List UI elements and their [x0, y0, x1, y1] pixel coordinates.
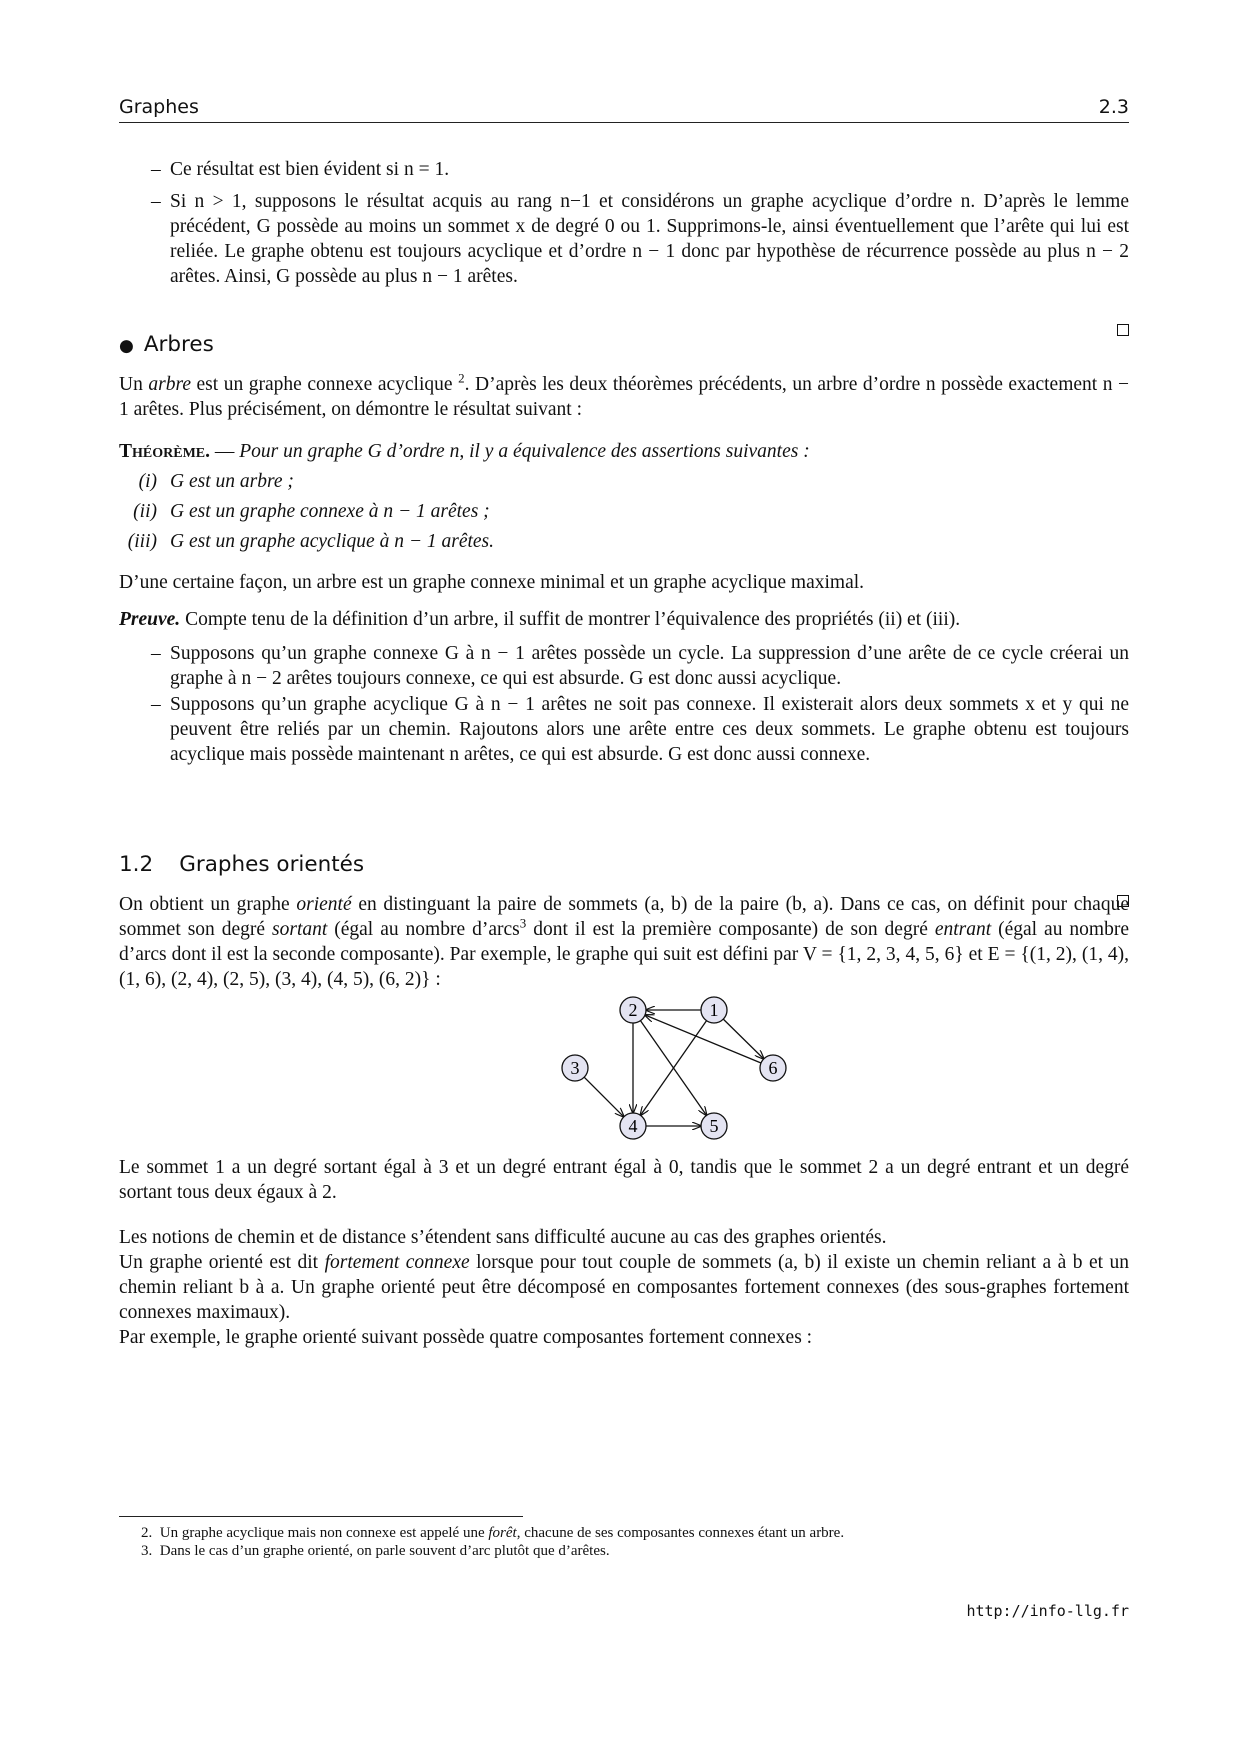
theorem-item: G est un graphe acyclique à n − 1 arêtes.	[170, 531, 495, 552]
section-paragraph-3: Les notions de chemin et de distance s’étendent sans difficulté aucune au cas des graphes orientés.	[119, 1227, 887, 1248]
section-paragraph-1: On obtient un graphe orienté en distinguant la paire de sommets (a, b) de la paire (b, a). Dans ce cas, on définit pour chaque sommet son degré sortant (égal au nombre d’arcs$^3$ dont il est la première composante) de son degré entrant (égal au nombre d’arcs dont il est la seconde composante). Par exemple, le graphe qui suit est défini par V = {1, 2, 3, 4, 5, 6} et E = {(1, 2), (1, 4), (1, 6), (2, 4), (2, 5), (3, 4), (4, 5), (6, 2)} :	[119, 894, 1129, 990]
list-dash: –	[151, 643, 161, 664]
graph-node-label: 1	[709, 1000, 719, 1020]
graph-node-4	[620, 1113, 646, 1139]
graph-node-6	[760, 1055, 786, 1081]
subsection-title: Arbres	[143, 332, 214, 357]
arbres-paragraph: Un arbre est un graphe connexe acyclique $^2$. D’après les deux théorèmes précédents, un arbre d’ordre n possède exactement n − 1 arêtes. Plus précisément, on démontre le résultat suivant :	[119, 370, 1129, 420]
item-number: (i)	[138, 471, 157, 492]
theorem-label: Théorème.	[119, 441, 210, 462]
preuve-label: Preuve.	[119, 609, 181, 630]
theorem-item: G est un arbre ;	[170, 471, 294, 492]
preuve-item-2: – Supposons qu’un graphe acyclique G à n − 1 arêtes ne soit pas connexe. Il existerait alors deux sommets x et y qui ne peuvent être reliés par un chemin. Rajoutons alors une arête entre ces deux sommets. Le graphe obtenu est toujours acyclique mais possède maintenant n arêtes, ce qui est absurde. G est donc aussi connexe.	[151, 694, 1129, 765]
proof-item-1: – Ce résultat est bien évident si n = 1.	[151, 159, 450, 180]
graph-node-label: 3	[570, 1058, 580, 1078]
graph-node-2	[620, 997, 646, 1023]
theorem-statement: Théorème. — Pour un graphe G d’ordre n, il y a équivalence des assertions suivantes :	[119, 441, 810, 462]
graph-node-label: 2	[628, 1000, 638, 1020]
header-section-number: 2.3	[1098, 96, 1129, 118]
remark-paragraph: D’une certaine façon, un arbre est un graphe connexe minimal et un graphe acyclique maximal.	[119, 572, 865, 593]
footnote-ref-3[interactable]: 3	[519, 915, 527, 931]
page	[119, 92, 1129, 1620]
section-title: Graphes orientés	[179, 852, 365, 877]
section-number: 1.2	[119, 852, 154, 877]
graph-node-3	[562, 1055, 588, 1081]
graph-node-label: 6	[768, 1058, 778, 1078]
theorem-item: G est un graphe connexe à n − 1 arêtes ;	[170, 501, 490, 522]
item-number: (ii)	[133, 501, 157, 522]
graph-node-label: 4	[628, 1116, 638, 1136]
header-title: Graphes	[119, 96, 199, 118]
edge-1-6	[723, 1019, 763, 1059]
graph-node-label: 5	[709, 1116, 719, 1136]
section-paragraph-4: Un graphe orienté est dit fortement connexe lorsque pour tout couple de sommets (a, b) il existe un chemin reliant a à b et un chemin reliant b à a. Un graphe orienté peut être décomposé en composantes fortement connexes (des sous-graphes fortement connexes maximaux).	[119, 1252, 1129, 1323]
footnote-3: 3. Dans le cas d’un graphe orienté, on parle souvent d’arc plutôt que d’arêtes.	[141, 1543, 610, 1559]
list-dash: –	[151, 191, 161, 212]
preuve-paragraph: Preuve. Compte tenu de la définition d’un arbre, il suffit de montrer l’équivalence des propriétés (ii) et (iii).	[119, 609, 961, 630]
footnote-ref-2[interactable]: 2	[458, 370, 465, 386]
section-heading	[119, 852, 1129, 877]
running-header	[119, 92, 1129, 123]
footer-url[interactable]: http://info-llg.fr	[966, 1602, 1129, 1620]
list-dash: –	[151, 694, 161, 715]
preuve-item-1: – Supposons qu’un graphe connexe G à n − 1 arêtes possède un cycle. La suppression d’une arête de ce cycle créerai un graphe à n − 2 arêtes toujours connexe, ce qui est absurde. G est donc aussi acyclique.	[151, 643, 1129, 689]
footnote-2: 2. Un graphe acyclique mais non connexe est appelé une forêt, chacune de ses composantes connexes étant un arbre.	[141, 1525, 845, 1541]
graph-node-1	[701, 997, 727, 1023]
section-paragraph-5: Par exemple, le graphe orienté suivant possède quatre composantes fortement connexes :	[119, 1327, 813, 1348]
edge-3-4	[584, 1077, 624, 1117]
proof-item-2: – Si n > 1, supposons le résultat acquis au rang n−1 et considérons un graphe acyclique d’ordre n. D’après le lemme précédent, G possède au moins un sommet x de degré 0 ou 1. Supprimons-le, ainsi éventuellement que l’arête qui lui est reliée. Le graphe obtenu est toujours acyclique et d’ordre n − 1 donc par hypothèse de récurrence possède au plus n − 2 arêtes. Ainsi, G possède au plus n − 1 arêtes.	[151, 191, 1129, 287]
list-dash: –	[151, 159, 161, 180]
section-paragraph-2: Le sommet 1 a un degré sortant égal à 3 et un degré entrant égal à 0, tandis que le sommet 2 a un degré entrant et un degré sortant tous deux égaux à 2.	[119, 1157, 1129, 1203]
graph-node-5	[701, 1113, 727, 1139]
theorem-text: Pour un graphe G d’ordre n, il y a équivalence des assertions suivantes :	[239, 441, 810, 462]
item-number: (iii)	[127, 531, 157, 552]
directed-graph-figure	[489, 990, 789, 1150]
bullet-icon: ●	[119, 336, 134, 356]
footnote-rule	[119, 1516, 523, 1517]
subsection-arbres	[119, 332, 1129, 357]
